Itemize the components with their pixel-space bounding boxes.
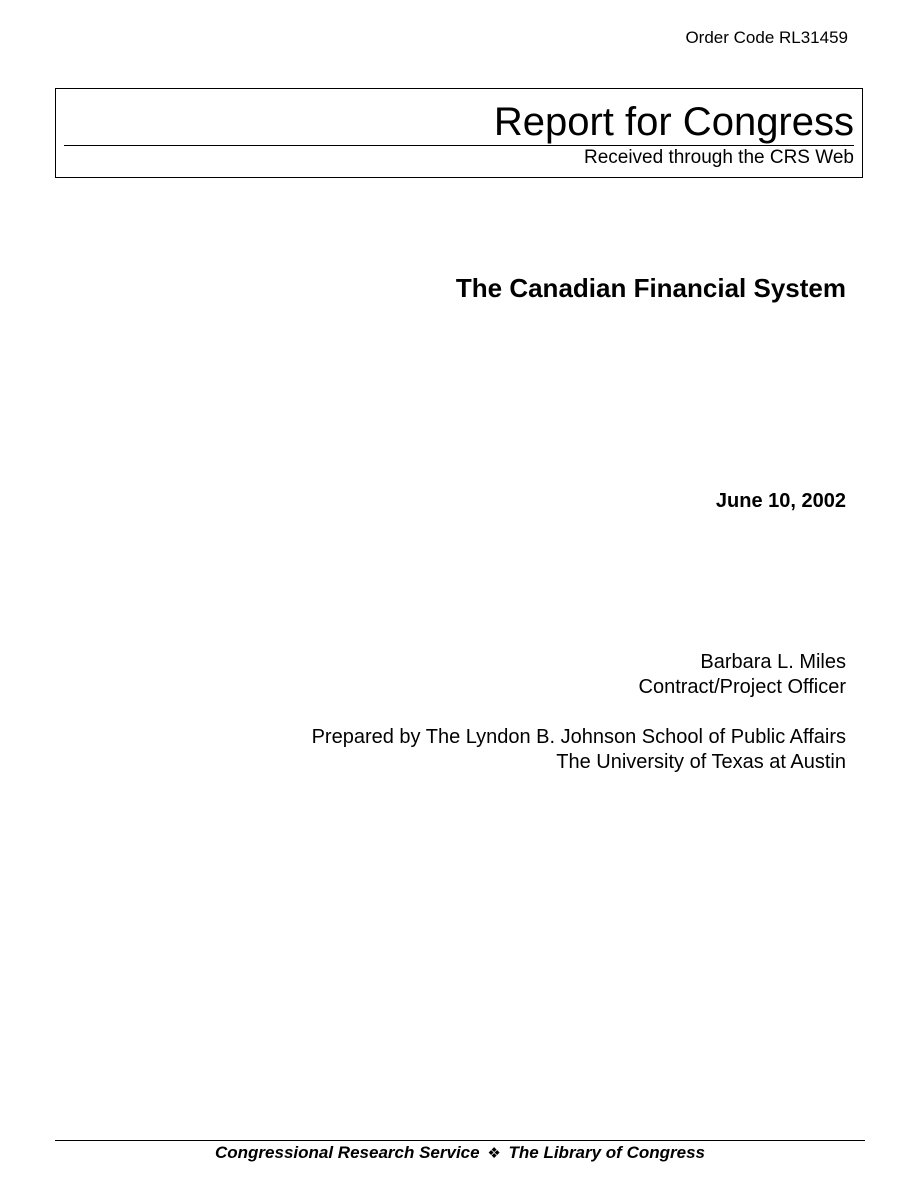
report-date: June 10, 2002 — [715, 490, 846, 512]
author-spacer — [312, 700, 846, 725]
author-name: Barbara L. Miles — [700, 651, 846, 673]
diamond-icon: ❖ — [487, 1144, 501, 1162]
institution: The University of Texas at Austin — [556, 751, 846, 773]
banner-divider — [64, 145, 854, 146]
prepared-by: Prepared by The Lyndon B. Johnson School of Public Affairs — [311, 726, 846, 748]
report-banner — [55, 88, 863, 178]
author-block — [312, 650, 846, 775]
author-role: Contract/Project Officer — [638, 676, 846, 698]
footer-loc: The Library of Congress — [508, 1143, 705, 1162]
footer-divider — [55, 1140, 865, 1141]
report-title: The Canadian Financial System — [455, 273, 846, 303]
order-code: Order Code RL31459 — [685, 28, 848, 47]
footer-crs: Congressional Research Service — [215, 1143, 480, 1162]
banner-subtitle: Received through the CRS Web — [583, 147, 854, 168]
footer — [0, 1143, 920, 1163]
banner-title: Report for Congress — [493, 100, 854, 144]
